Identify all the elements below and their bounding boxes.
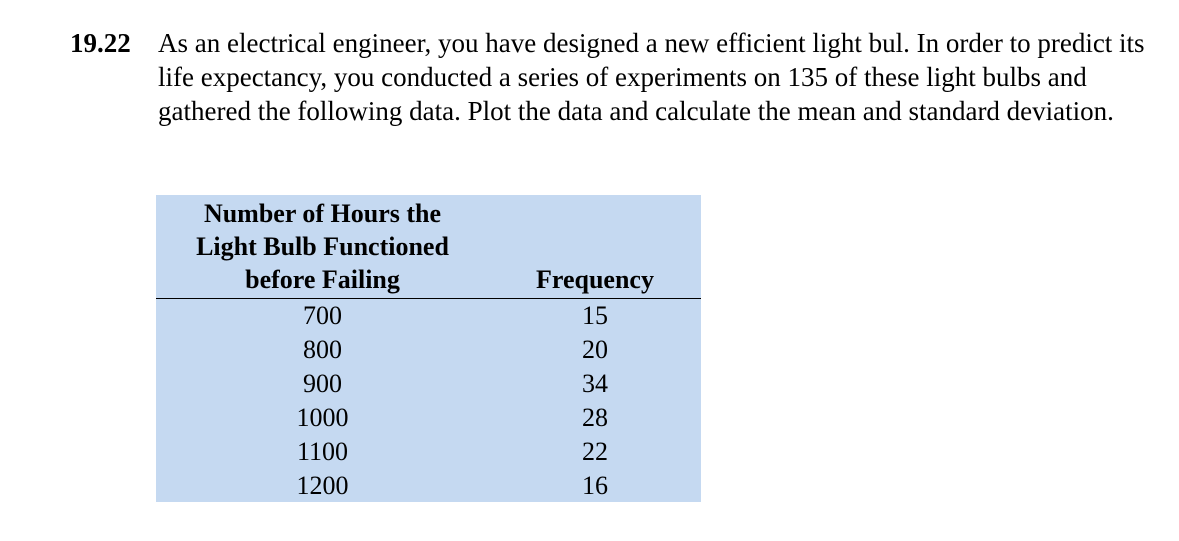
header-hours [156,195,489,299]
data-table [156,195,701,503]
table-row [156,333,701,367]
frequency-cell: 15 [582,301,608,330]
header-hours-line: before Failing [245,265,400,294]
table-row [156,435,701,469]
hours-cell: 1100 [296,437,349,466]
table-row [156,367,701,401]
table-row [156,469,701,503]
header-frequency: Frequency [489,195,701,299]
table-header-row [156,195,701,299]
table-row [156,299,701,334]
problem-number: 19.22 [70,28,131,58]
header-hours-line: Light Bulb Functioned [196,232,449,261]
hours-cell: 800 [303,335,342,364]
header-hours-line: Number of Hours the [203,199,442,228]
hours-cell: 1200 [296,471,349,500]
hours-cell: 900 [303,369,342,398]
table-row [156,401,701,435]
frequency-cell: 28 [582,403,608,432]
frequency-cell: 22 [582,437,608,466]
hours-cell: 1000 [296,403,349,432]
problem-statement: As an electrical engineer, you have designed a new efficient light bul. In order to predict its life expectancy, you conducted a series of experiments on 135 of these light bulbs and gathered the following data. Plot the data and calculate the mean and standard deviation. [158,28,1145,126]
frequency-cell: 20 [582,335,608,364]
frequency-cell: 34 [582,369,608,398]
frequency-cell: 16 [582,471,608,500]
data-table-container [156,195,701,502]
hours-cell: 700 [303,301,342,330]
